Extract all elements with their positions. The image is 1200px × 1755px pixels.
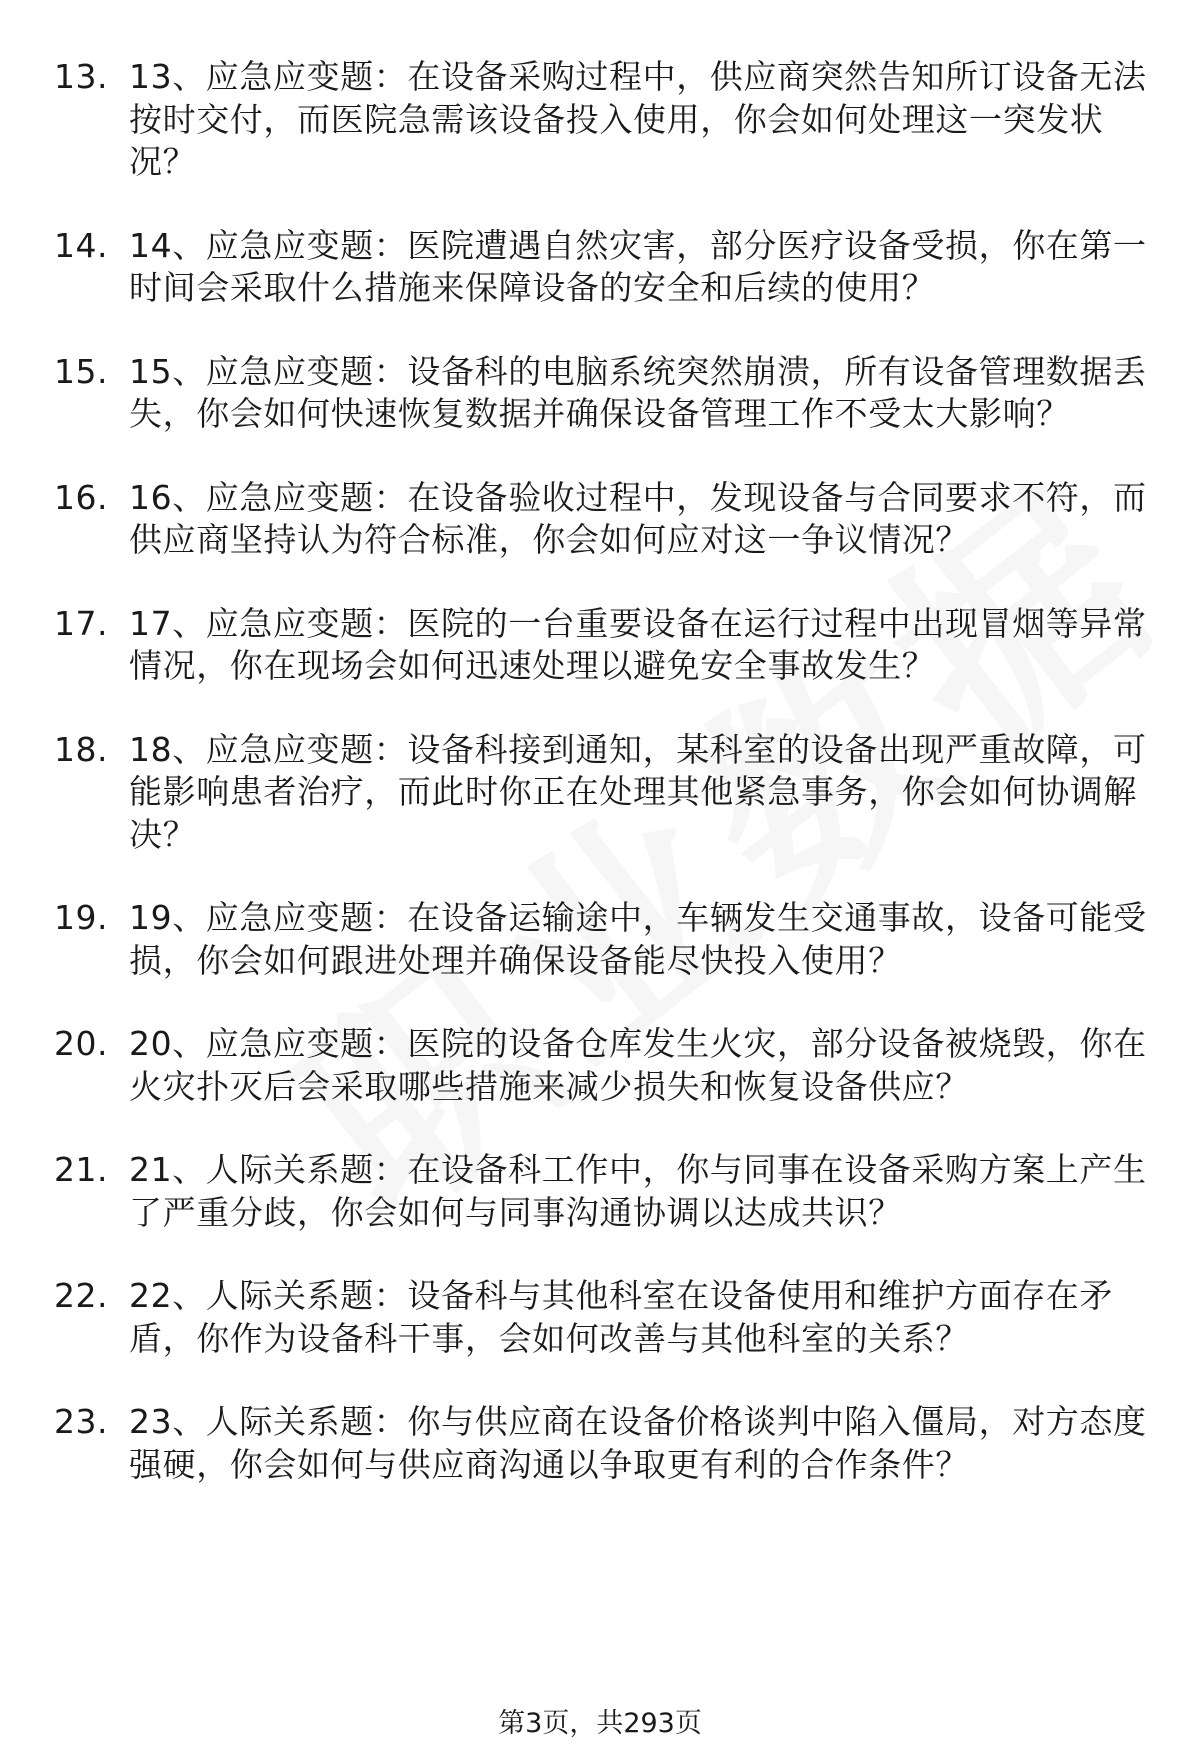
list-item-text: 13、应急应变题：在设备采购过程中，供应商突然告知所订设备无法按时交付，而医院急需该设备投入使用，你会如何处理这一突发状况？ [129, 57, 1147, 181]
list-item-number: 20. [54, 1024, 108, 1063]
list-item-text: 17、应急应变题：医院的一台重要设备在运行过程中出现冒烟等异常情况，你在现场会如何迅速处理以避免安全事故发生？ [129, 603, 1147, 685]
list-item [0, 1023, 1200, 1108]
list-item-text: 23、人际关系题：你与供应商在设备价格谈判中陷入僵局，对方态度强硬，你会如何与供应商沟通以争取更有利的合作条件？ [129, 1402, 1147, 1484]
list-item [0, 897, 1200, 982]
list-item [0, 56, 1200, 184]
list-item-text: 18、应急应变题：设备科接到通知，某科室的设备出现严重故障，可能影响患者治疗，而此时你正在处理其他紧急事务，你会如何协调解决？ [129, 729, 1147, 854]
list-item [0, 477, 1200, 562]
list-item [0, 225, 1200, 310]
list-item [0, 1401, 1200, 1486]
list-item-number: 15. [54, 351, 108, 391]
list-item-number: 19. [54, 898, 108, 937]
list-item-text: 21、人际关系题：在设备科工作中，你与同事在设备采购方案上产生了严重分歧，你会如何与同事沟通协调以达成共识？ [129, 1150, 1147, 1232]
list-item-number: 18. [54, 729, 108, 769]
list-item [0, 1149, 1200, 1234]
list-item-text: 22、人际关系题：设备科与其他科室在设备使用和维护方面存在矛盾，你作为设备科干事，会如何改善与其他科室的关系？ [129, 1276, 1113, 1358]
list-item-number: 23. [54, 1402, 108, 1441]
list-item [0, 729, 1200, 857]
list-item-number: 17. [54, 603, 108, 643]
list-item-number: 21. [54, 1150, 108, 1189]
list-item [0, 603, 1200, 688]
list-item [0, 351, 1200, 436]
list-item-number: 16. [54, 477, 108, 517]
list-item-text: 20、应急应变题：医院的设备仓库发生火灾，部分设备被烧毁，你在火灾扑灭后会采取哪些措施来减少损失和恢复设备供应？ [129, 1024, 1147, 1106]
list-item-number: 13. [54, 57, 108, 96]
list-item-text: 14、应急应变题：医院遭遇自然灾害，部分医疗设备受损，你在第一时间会采取什么措施来保障设备的安全和后续的使用？ [129, 225, 1147, 307]
question-list [0, 56, 1200, 1527]
page-number-footer: 第3页，共293页 [498, 1708, 702, 1739]
list-item [0, 1275, 1200, 1360]
list-item-number: 22. [54, 1276, 108, 1315]
list-item-number: 14. [54, 225, 108, 265]
list-item-text: 16、应急应变题：在设备验收过程中，发现设备与合同要求不符，而供应商坚持认为符合标准，你会如何应对这一争议情况？ [129, 477, 1147, 559]
list-item-text: 15、应急应变题：设备科的电脑系统突然崩溃，所有设备管理数据丢失，你会如何快速恢复数据并确保设备管理工作不受太大影响？ [129, 351, 1147, 433]
list-item-text: 19、应急应变题：在设备运输途中，车辆发生交通事故，设备可能受损，你会如何跟进处理并确保设备能尽快投入使用？ [129, 898, 1147, 980]
